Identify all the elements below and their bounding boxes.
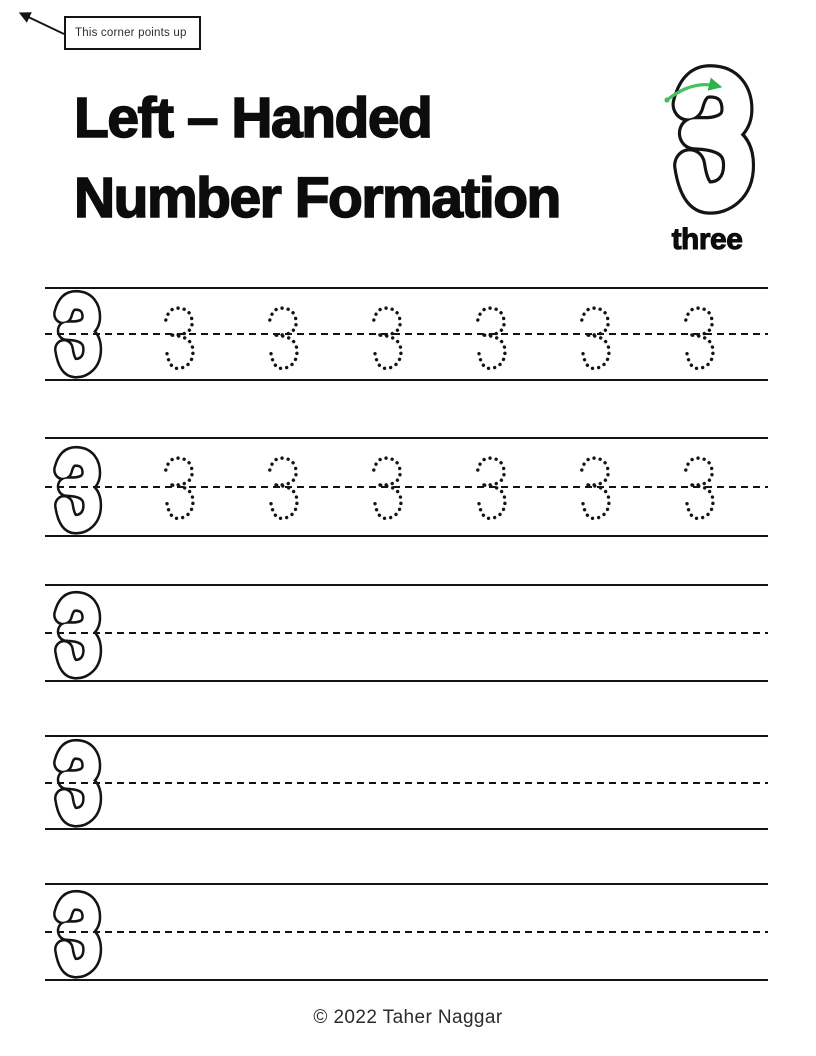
trace-numeral [460,297,516,379]
title-line-1: Left – Handed [74,86,432,150]
corner-note-box [64,16,201,50]
trace-numerals-container [45,439,768,535]
orientation-arrow-icon [13,6,69,40]
trace-numeral [148,447,204,529]
trace-numeral [356,447,412,529]
trace-numeral [564,447,620,529]
practice-row [45,584,768,682]
trace-numeral [148,297,204,379]
title-line-2: Number Formation [74,166,560,230]
trace-numeral [252,297,308,379]
trace-numeral [668,447,724,529]
trace-numeral [356,297,412,379]
practice-row [45,287,768,381]
trace-numerals-container [45,885,768,979]
trace-numeral [668,297,724,379]
worksheet-title [74,78,634,238]
practice-row [45,437,768,537]
hero-number-word: three [671,223,743,256]
practice-row [45,883,768,981]
trace-numeral [564,297,620,379]
trace-numerals-container [45,586,768,680]
hero-numeral-block [652,60,762,257]
practice-row [45,735,768,830]
stroke-direction-arrow-icon [662,76,726,110]
trace-numeral [252,447,308,529]
trace-numerals-container [45,737,768,828]
copyright-text: © 2022 Taher Naggar [313,1007,503,1028]
trace-numerals-container [45,289,768,379]
trace-numeral [460,447,516,529]
corner-note-label: This corner points up [75,27,187,39]
